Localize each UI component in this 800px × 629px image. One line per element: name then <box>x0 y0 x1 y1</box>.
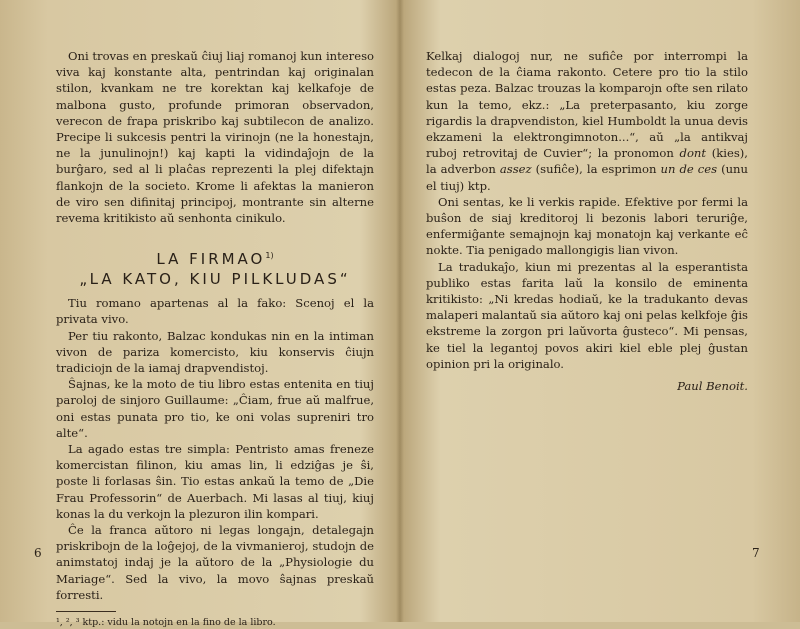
italic-word: dont <box>679 146 707 161</box>
paragraph: Oni trovas en preskaŭ ĉiuj liaj romanoj kun intereso viva kaj konstante alta, pentrindan kaj originalan stilon, kvankam ne tre korektan kaj kelkafoje de malbona gusto, profunde primoran observadon, verecon de frapa priskribo kaj subtilecon de analizo. Precipe li sukcesis pentri la virinojn (ne la honestajn, ne la junulinojn!) kaj kapti la vidindaĵojn de la burĝaro, sed al li plaĉas reprezenti la plej difektajn flankojn de la societo. Krome li afektas la manieron de viro sen difinitaj principoj, montrante sin alterne revema kritikisto aŭ senhonta cinikulo. <box>56 49 374 226</box>
text-run: Kelkaj dialogoj nur, ne sufiĉe por interrompi la tedecon de la ĉiama rakonto. Cetere pro tio la stilo estas peza. Balzac trouzas la komparojn ofte sen rilato kun la temo, ekz.: „La preterpasanto, kiu zorge rigardis la drapvendiston, kiel Humboldt la unua devis ekzameni la elektrongimnoton...“, aŭ „la antikvaj ruboj retrovitaj de Cuvier“; la pronomon <box>426 49 748 161</box>
paragraph: Per tiu rakonto, Balzac kondukas nin en la intiman vivon de pariza komercisto, kiu konservis ĉiujn tradiciojn de la iamaj drapvendistoj. <box>56 328 374 376</box>
paragraph: Ŝajnas, ke la moto de tiu libro estas entenita en tiuj paroloj de sinjoro Guillaume: „Ĉiam, frue aŭ malfrue, oni estas punata pro tio, ke oni volas supreniri tro alte“. <box>56 377 374 440</box>
text-run: (kies), la adverbon <box>426 146 748 177</box>
chapter-title-line2: „LA KATO, KIU PILKLUDAS“ <box>79 270 351 289</box>
text-run: (unu el tiuj) ktp. <box>426 162 748 193</box>
page-number: 6 <box>34 546 42 560</box>
chapter-title <box>56 246 374 289</box>
right-page <box>400 0 800 622</box>
footnote-marker: 1) <box>265 251 274 261</box>
chapter-title-line1 <box>56 246 374 269</box>
chapter-title-text: LA FIRMAO <box>156 250 266 269</box>
paragraph: La tradukaĵo, kiun mi prezentas al la esperantista publiko estas farita laŭ la konsilo de eminenta kritikisto: „Ni kredas hodiaŭ, ke la tradukanto devas malaperi malantaŭ sia aŭtoro kaj oni pelas kelkfoje ĝis ekstreme la zorgon pri laŭvorta ĝusteco“. Mi pensas, ke tiel la legantoj povos akiri kiel eble plej ĝustan opinion pri la originalo. <box>426 259 748 371</box>
left-text-column <box>56 48 374 629</box>
italic-word: assez <box>499 162 532 177</box>
right-text-column <box>426 48 748 394</box>
author-signature: Paul Benoit. <box>677 379 748 394</box>
page-number: 7 <box>752 546 760 560</box>
paragraph: La agado estas tre simpla: Pentristo amas freneze komercistan filinon, kiu amas lin, li edziĝas je ŝi, poste li forlasas ŝin. Tio estas ankaŭ la temo de „Die Frau Professorin“ de Auerbach. Mi lasas al tiuj, kiuj konas la du verkojn la plezuron ilin kompari. <box>56 442 374 521</box>
italic-word: un de ces <box>660 162 718 177</box>
footnote-divider <box>56 611 116 612</box>
text-run: (sufiĉe), la esprimon <box>531 162 661 177</box>
paragraph: Oni sentas, ke li verkis rapide. Efektive por fermi la buŝon de siaj kreditoroj li bezonis labori teruriĝe, enfermiĝante semajnojn kaj monatojn kaj verkante eĉ nokte. Tia penigado mallongigis lian vivon. <box>426 194 748 258</box>
paragraph: Tiu romano apartenas al la fako: Scenoj el la privata vivo. <box>56 296 374 327</box>
paragraph: Ĉe la franca aŭtoro ni legas longajn, detalegajn priskribojn de la loĝejoj, de la vivmanieroj, studojn de animstatoj indaj je la aŭtoro de la „Physiologie du Mariage“. Sed la vivo, la movo ŝajnas preskaŭ forresti. <box>56 523 374 602</box>
paragraph <box>426 48 748 194</box>
footnote: ¹, ², ³ ktp.: vidu la notojn en la fino de la libro. <box>56 617 276 629</box>
